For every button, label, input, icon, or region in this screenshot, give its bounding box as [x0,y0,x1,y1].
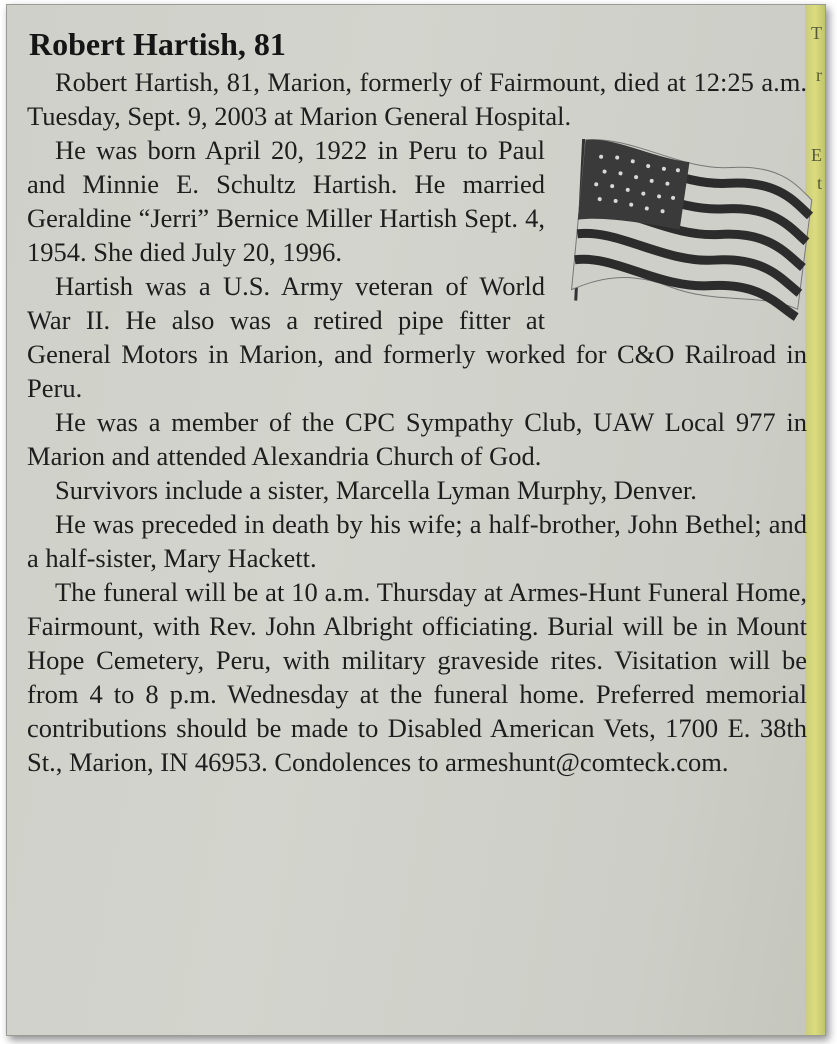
obituary-paragraph: The funeral will be at 10 a.m. Thursday at Armes-Hunt Funeral Home, Fairmount, with Rev. John Albright officiating. Burial will be in Mount Hope Cemetery, Peru, with military graveside rites. Visitation will be from 4 to 8 p.m. Wednesday at the funeral home. Preferred memorial contributions should be made to Disabled American Vets, 1700 E. 38th St., Marion, IN 46953. Condolences to armeshunt@comteck.com. [27,577,807,777]
obituary-paragraph: Survivors include a sister, Marcella Lyman Murphy, Denver. [55,475,697,505]
obituary-paragraph: He was born April 20, 1922 in Peru to Paul and Minnie E. Schultz Hartish. He married Geraldine “Jerri” Bernice Miller Hartish Sept. 4, 1954. She died July 20, 1996. [27,135,545,267]
obituary-headline: Robert Hartish, 81 [29,26,286,62]
obituary-paragraph: He was preceded in death by his wife; a half-brother, John Bethel; and a half-sister, Mary Hackett. [27,509,807,573]
obituary-article [27,25,807,779]
newspaper-clipping-photo [6,4,826,1036]
obituary-paragraph: He was a member of the CPC Sympathy Club, UAW Local 977 in Marion and attended Alexandria Church of God. [27,407,807,471]
obituary-paragraph: Hartish was a U.S. Army veteran of World War II. He also was a retired pipe fitter at General Motors in Marion, and formerly worked for C&O Railroad in Peru. [27,271,807,403]
american-flag-icon [559,139,817,329]
obituary-paragraph: Robert Hartish, 81, Marion, formerly of Fairmount, died at 12:25 a.m. Tuesday, Sept. 9, 2003 at Marion General Hospital. [27,67,807,131]
edge-glyph: T [811,23,822,43]
edge-glyph: r [816,65,822,85]
edge-glyph: t [816,173,822,193]
edge-glyph: E [811,145,822,165]
